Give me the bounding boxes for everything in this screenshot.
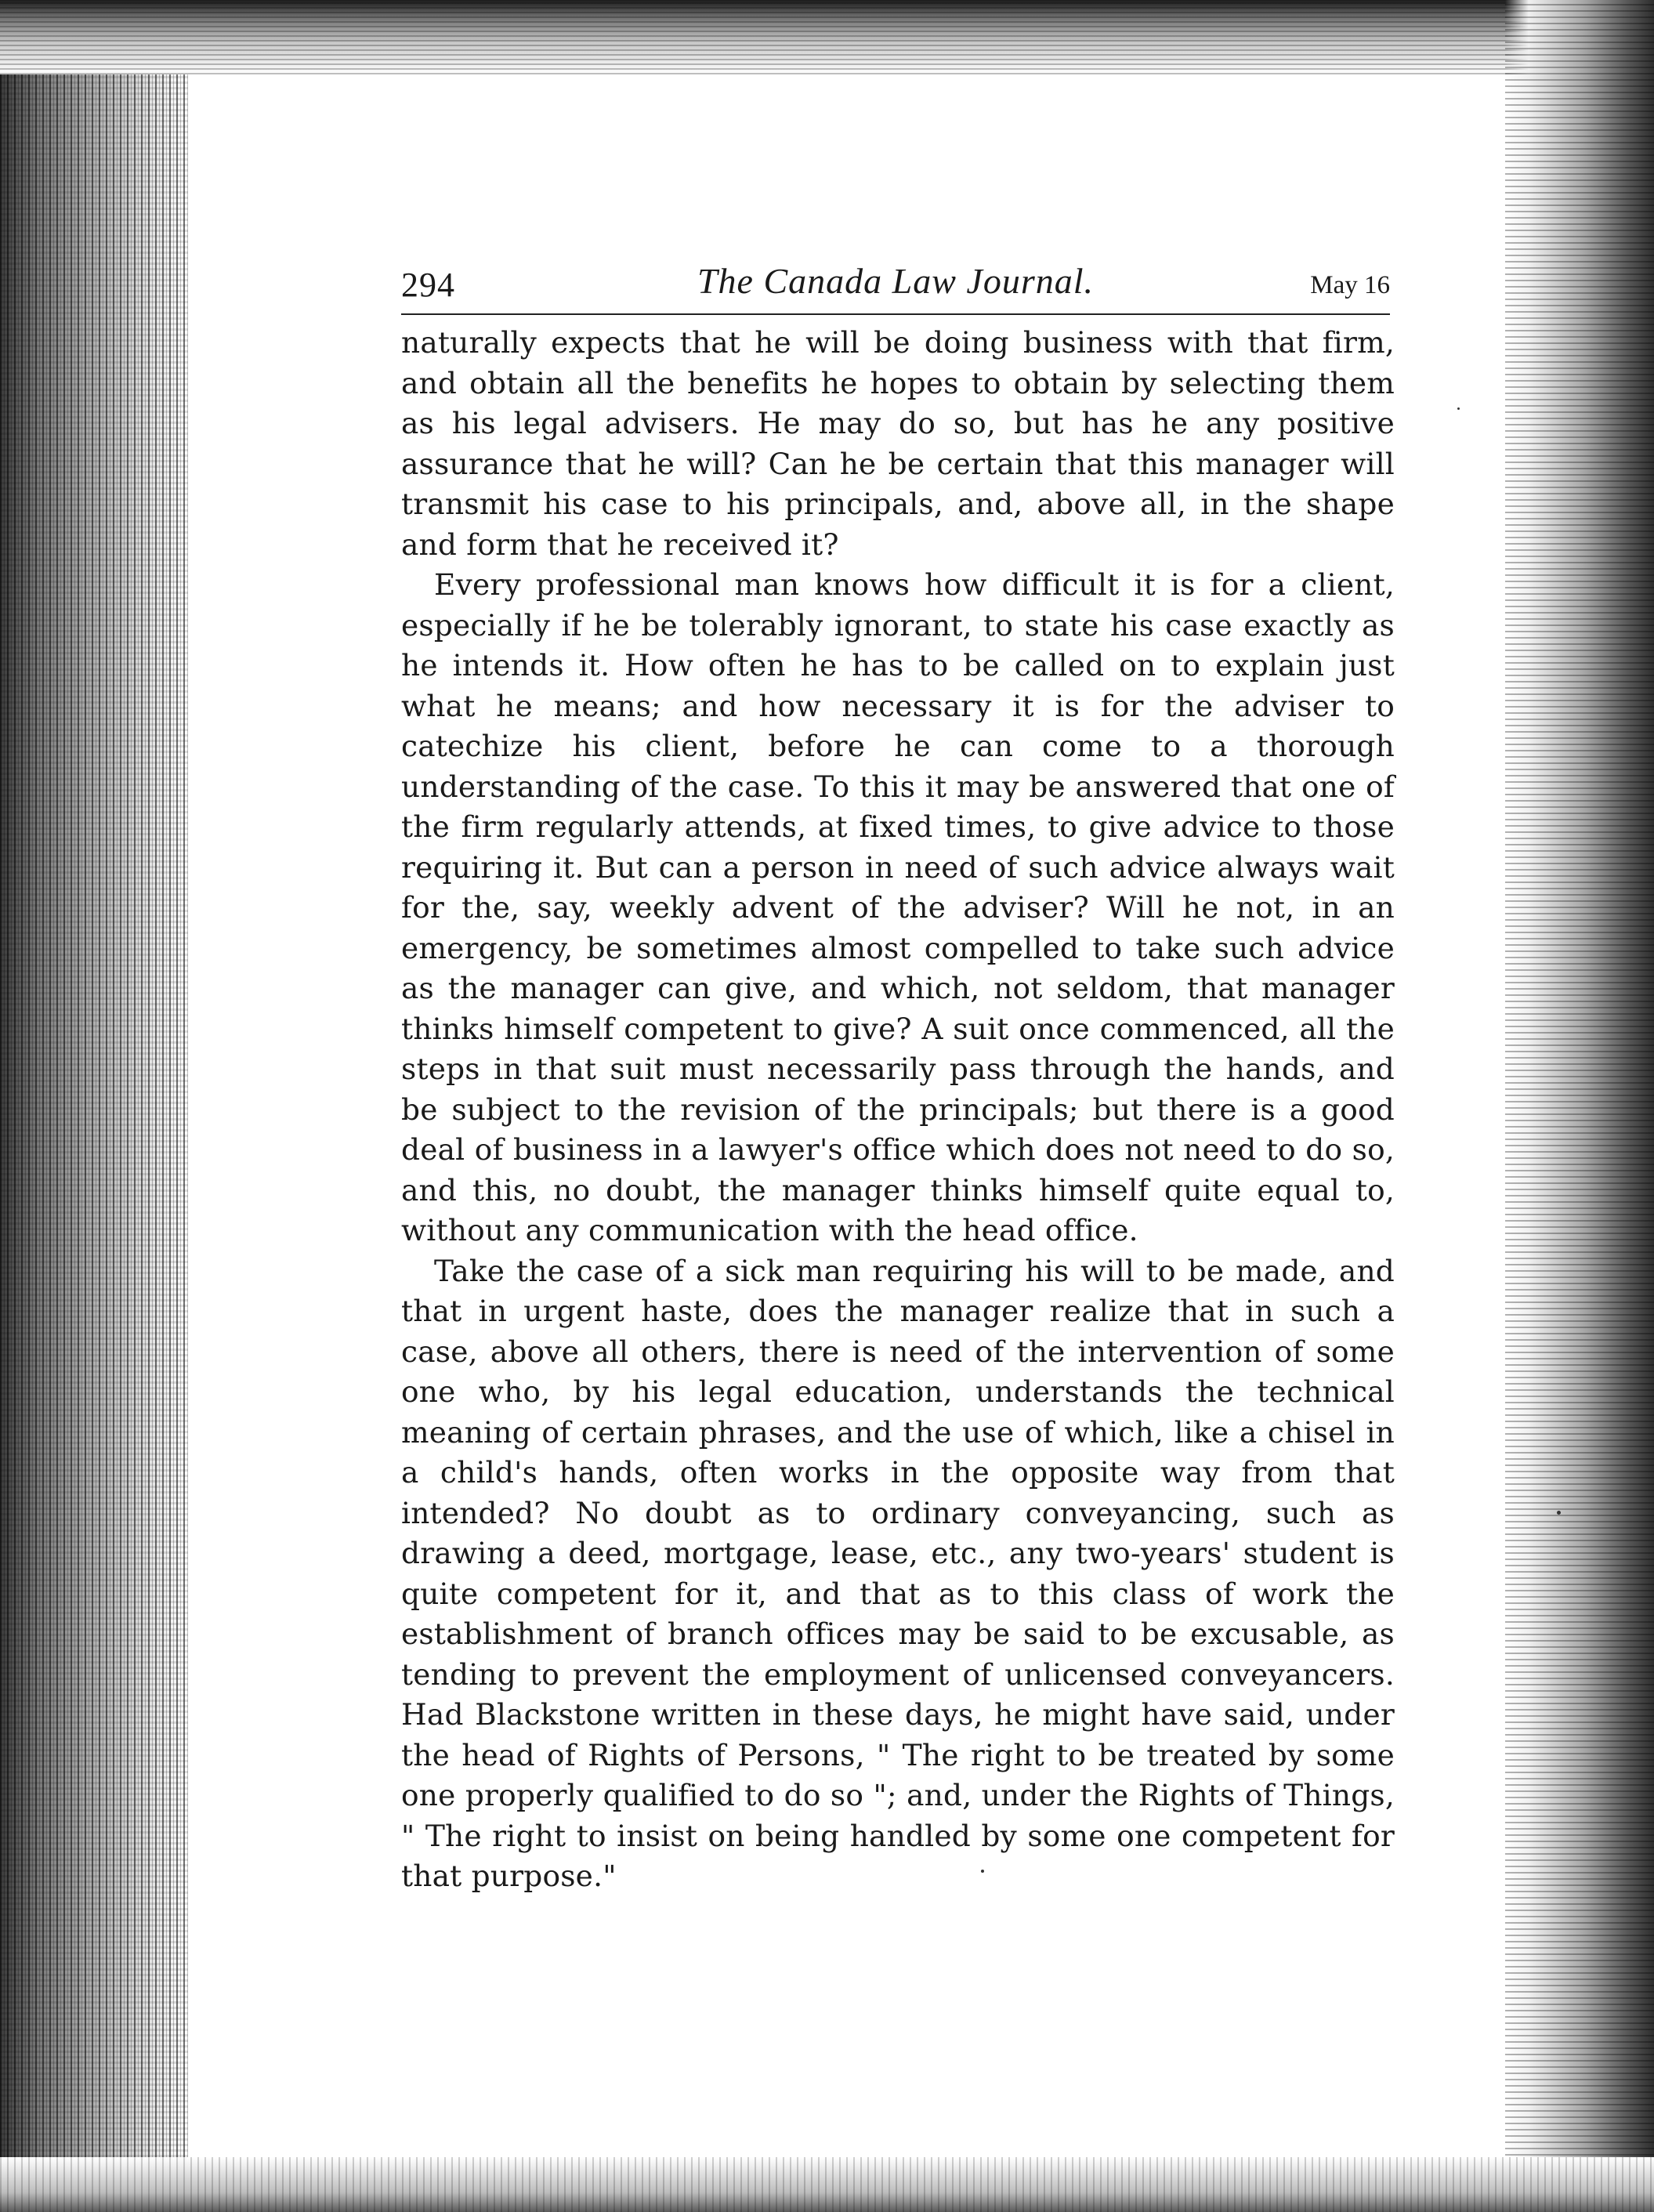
scan-edge-top (0, 0, 1654, 74)
paragraph: Take the case of a sick man requiring his will to be made, and that in urgent haste, does the manager realize that in such a case, above all others, there is need of the intervention of some one who, by his legal education, understands the technical meaning of certain phrases, and the use of which, like a chisel in a child's hands, often works in the opposite way from that intended? No doubt as to ordinary conveyancing, such as drawing a deed, mortgage, lease, etc., any two-years' student is quite competent for it, and that as to this class of work the establishment of branch offices may be said to be excusable, as tending to prevent the employment of unlicensed conveyancers. Had Blackstone written in these days, he might have said, under the head of Rights of Persons, " The right to be treated by some one properly qualified to do so "; and, under the Rights of Things, " The right to insist on being handled by some one competent for that purpose." (401, 1253, 1395, 1893)
scan-edge-bottom (0, 2157, 1654, 2212)
paragraph: naturally expects that he will be doing business with that firm, and obtain all the benefits he hopes to obtain by selecting them as his legal advisers. He may do so, but has he any positive assurance that he will? Can he be certain that this manager will transmit his case to his principals, and, above all, in the shape and form that he received it? (401, 325, 1395, 562)
paragraph: Every professional man knows how difficult it is for a client, especially if he be tolerably ignorant, to state his case exactly as he intends it. How often he has to be called on to explain just what he means; and how necessary it is for the adviser to catechize his client, before he can come to a thorough understanding of the case. To this it may be answered that one of the firm regularly attends, at fixed times, to give advice to those requiring it. But can a person in need of such advice always wait for the, say, weekly advent of the adviser? Will he not, in an emergency, be sometimes almost compelled to take such advice as the manager can give, and which, not seldom, that manager thinks himself competent to give? A suit once commenced, all the steps in that suit must necessarily pass through the hands, and be subject to the revision of the principals; but there is a good deal of business in a lawyer's office which does not need to do so, and this, no doubt, the manager thinks himself quite equal to, without any communication with the head office. (401, 567, 1395, 1247)
journal-title: The Canada Law Journal. (697, 261, 1095, 301)
scan-edge-right (1505, 0, 1654, 2212)
scan-edge-left (0, 0, 188, 2212)
ink-speck (1457, 407, 1460, 410)
issue-date: May 16 (1310, 271, 1390, 299)
header-rule (401, 313, 1390, 315)
article-body (401, 323, 1395, 1897)
ink-speck (1557, 1511, 1561, 1515)
running-header (401, 260, 1390, 307)
page-number: 294 (401, 266, 455, 304)
